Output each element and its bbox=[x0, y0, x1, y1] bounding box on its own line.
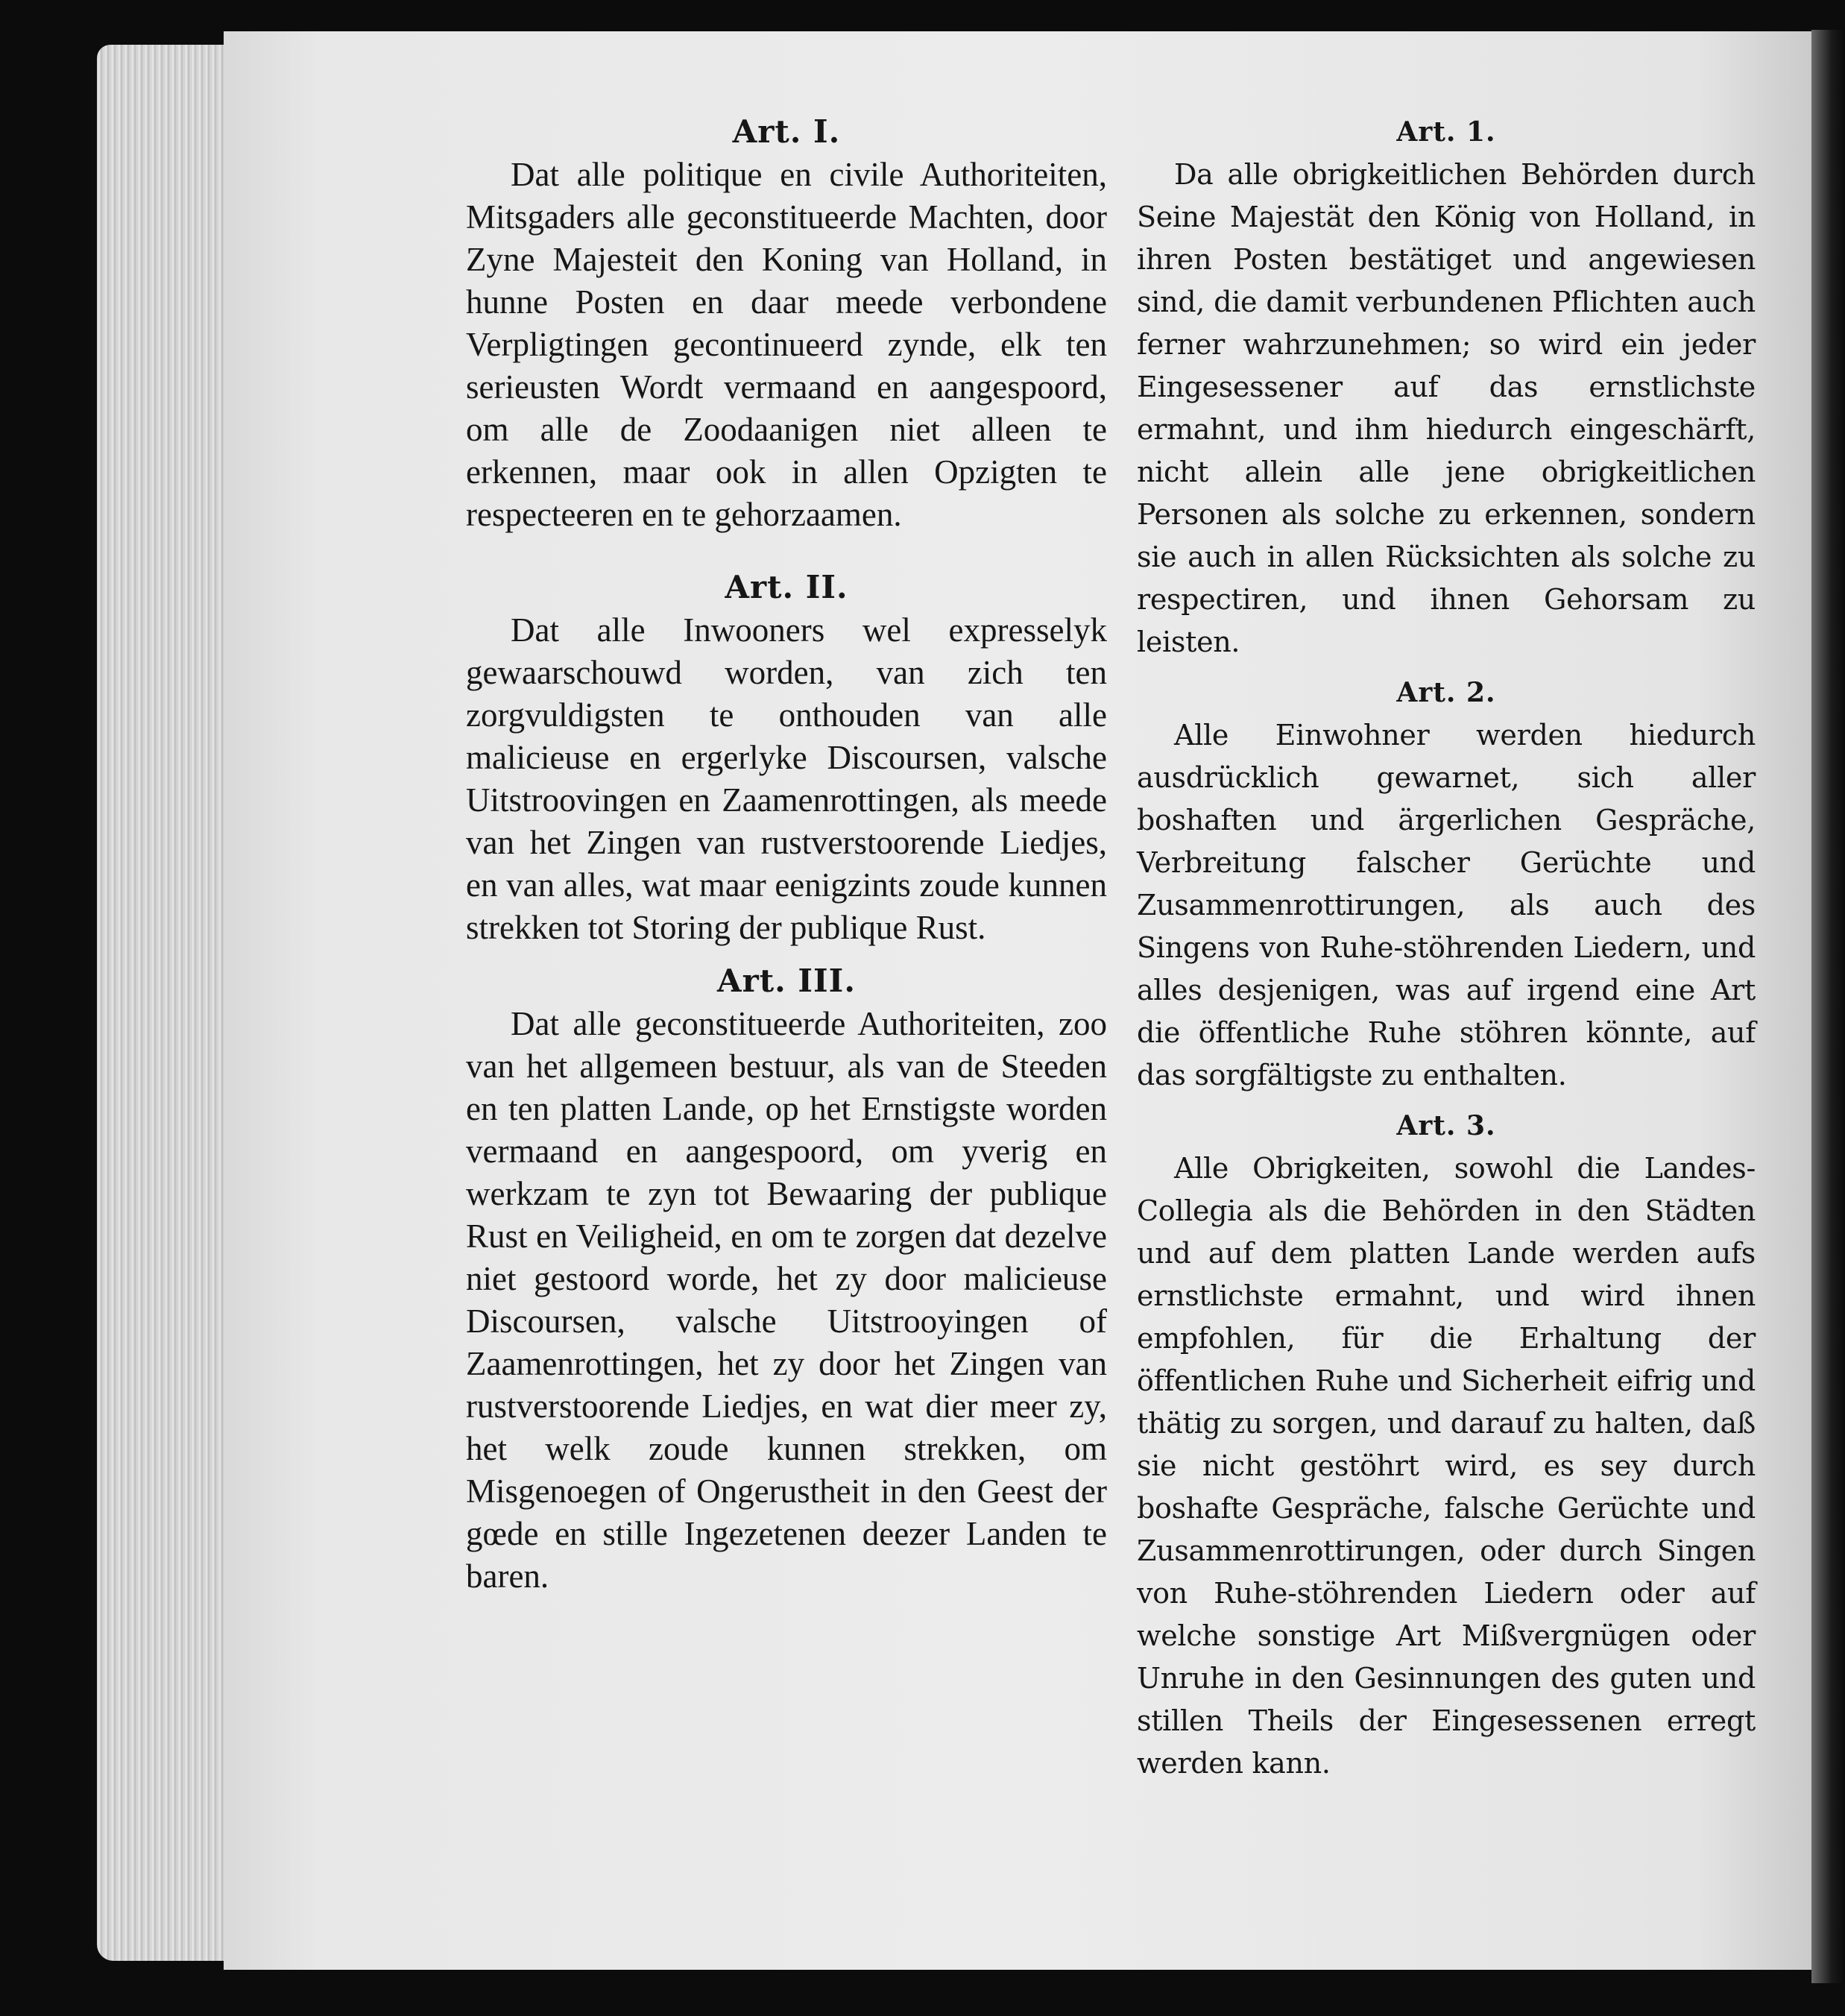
article-heading: Art. 1. bbox=[1396, 116, 1496, 148]
german-column bbox=[1137, 110, 1756, 1792]
article-heading: Art. I. bbox=[732, 113, 841, 150]
article-heading: Art. III. bbox=[717, 963, 856, 999]
gutter-shadow bbox=[1811, 30, 1845, 1983]
article-text: Alle Obrigkeiten, sowohl die Landes-Collegia als die Behörden in den Städten und auf dem platten Lande werden aufs ernstlichste ermahnt, und wird ihnen empfohlen, für die Erhaltung der öffentlichen Ruhe und Sicherheit eifrig und thätig zu sorgen, und darauf zu halten, daß sie nicht gestöhrt wird, es sey durch boshafte Gespräche, falsche Gerüchte und Zusammenrottirungen, oder durch Singen von Ruhe-stöhrenden Liedern oder auf welche sonstige Art Mißvergnügen oder Unruhe in den Gesinnungen des guten und stillen Theils der Eingesessenen erregt werden kann. bbox=[1137, 1152, 1756, 1780]
article-heading: Art. 2. bbox=[1396, 677, 1496, 708]
article-text: Dat alle politique en civile Authoriteiten, Mitsgaders alle geconstitueerde Machten, door Zyne Majesteit den Koning van Holland, in hunne Posten en daar meede verbondene Verpligtingen gecontinueerd zynde, elk ten serieusten Wordt vermaand en aangespoord, om alle de Zoodaanigen niet alleen te erkennen, maar ook in allen Opzigten te respecteeren en te gehorzaamen. bbox=[466, 156, 1107, 533]
article-heading: Art. 3. bbox=[1396, 1110, 1496, 1141]
article-text: Da alle obrigkeitlichen Behörden durch Seine Majestät den König von Holland, in ihren Posten bestätiget und angewiesen sind, die damit verbundenen Pflichten auch ferner wahrzunehmen; so wird ein jeder Eingesessener auf das ernstlichste ermahnt, und ihm hiedurch eingeschärft, nicht allein alle jene obrigkeitlichen Personen als solche zu erkennen, sondern sie auch in allen Rücksichten als solche zu respectiren, und ihnen Gehorsam zu leisten. bbox=[1137, 158, 1756, 658]
article-text: Alle Einwohner werden hiedurch ausdrücklich gewarnet, sich aller boshaften und ärgerlichen Gespräche, Verbreitung falscher Gerüchte und Zusammenrottirungen, als auch des Singens von Ruhe-stöhrenden Liedern, und alles desjenigen, was auf irgend eine Art die öffentliche Ruhe stöhren könnte, auf das sorgfältigste zu enthalten. bbox=[1137, 719, 1756, 1092]
article-text: Dat alle Inwooners wel expresselyk gewaarschouwd worden, van zich ten zorgvuldigsten te onthouden van alle malicieuse en ergerlyke Discoursen, valsche Uitstroovingen en Zaamenrottingen, als meede van het Zingen van rustverstoorende Liedjes, en van alles, wat maar eenigzints zoude kunnen strekken tot Storing der publique Rust. bbox=[466, 611, 1107, 946]
dutch-column bbox=[466, 110, 1107, 1608]
article-heading: Art. II. bbox=[725, 569, 848, 605]
article-text: Dat alle geconstitueerde Authoriteiten, zoo van het allgemeen bestuur, als van de Steeden en ten platten Lande, op het Ernstigste worden vermaand en aangespoord, om yverig en werkzam te zyn tot Bewaaring der publique Rust en Veiligheid, en om te zorgen dat dezelve niet gestoord worde, het zy door malicieuse Discoursen, valsche Uitstrooyingen of Zaamenrottingen, het zy door het Zingen van rustverstoorende Liedjes, en wat dier meer zy, het welk zoude kunnen strekken, om Misgenoegen of Ongerustheit in den Geest der gœde en stille Ingezetenen deezer Landen te baren. bbox=[466, 1005, 1107, 1595]
